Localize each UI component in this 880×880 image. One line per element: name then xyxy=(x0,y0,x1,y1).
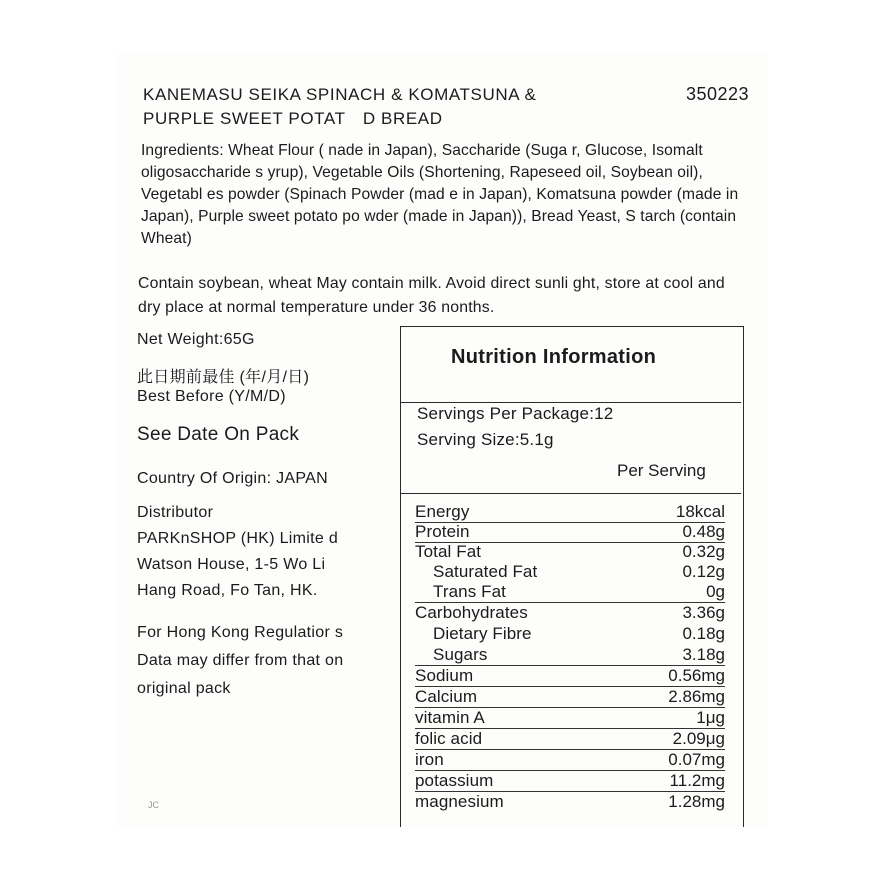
nutrition-row-calcium xyxy=(415,687,725,708)
servings-per-package: Servings Per Package:12 xyxy=(417,404,614,423)
nutrient-value: 0.32g xyxy=(682,542,725,561)
regulation-note-line1: For Hong Kong Regulatior s xyxy=(137,624,344,641)
country-of-origin: Country Of Origin: JAPAN xyxy=(137,470,328,487)
nutrient-name: folic acid xyxy=(415,729,483,748)
nutrition-title: Nutrition Information xyxy=(451,346,657,368)
ingredients-text: Ingredients: Wheat Flour ( nade in Japan), Saccharide (Suga r, Glucose, Isomalt oligosaccharide s yrup), Vegetable Oils (Shortening, Rapeseed oil, Soybean oil), Vegetabl es powder (Spinach Powder (mad e in Japan), Komatsuna powder (made in Japan), Purple sweet potato po wder (made in Japan)), Bread Yeast, S tarch (contain Wheat) xyxy=(141,142,739,247)
nutrient-value: 0.48g xyxy=(682,522,725,541)
nutrient-value: 3.18g xyxy=(682,645,725,664)
distributor-label: Distributor xyxy=(137,504,214,521)
nutrient-name: Energy xyxy=(415,502,470,521)
net-weight: Net Weight:65G xyxy=(137,331,255,348)
nutrition-row-trans-fat xyxy=(415,582,725,603)
nutrition-divider xyxy=(401,402,741,403)
nutrient-value: 0.07mg xyxy=(668,750,725,769)
per-serving-header: Per Serving xyxy=(617,461,706,480)
best-before-english: Best Before (Y/M/D) xyxy=(137,388,286,405)
regulation-note-line2: Data may differ from that on xyxy=(137,652,344,669)
nutrient-name: Sodium xyxy=(415,666,474,685)
see-date-on-pack: See Date On Pack xyxy=(137,424,300,445)
nutrition-row-protein xyxy=(415,522,725,543)
best-before-chinese: 此日期前最佳 (年/月/日) xyxy=(137,369,310,386)
nutrient-value: 1μg xyxy=(696,708,725,727)
nutrition-row-magnesium xyxy=(415,792,725,812)
nutrient-value: 0.18g xyxy=(682,624,725,643)
nutrient-value: 2.86mg xyxy=(668,687,725,706)
distributor-name: PARKnSHOP (HK) Limite d xyxy=(137,530,339,547)
nutrient-name: vitamin A xyxy=(415,708,485,727)
nutrition-row-iron xyxy=(415,750,725,771)
nutrient-name: magnesium xyxy=(415,792,504,811)
nutrition-row-energy xyxy=(415,502,725,523)
product-title: KANEMASU SEIKA SPINACH & KOMATSUNA & PURPLE SWEET POTAT D BREAD xyxy=(143,85,537,128)
nutrient-name: Sugars xyxy=(433,645,488,664)
nutrient-name: potassium xyxy=(415,771,494,790)
nutrient-value: 18kcal xyxy=(675,502,725,521)
nutrition-row-total-fat xyxy=(415,542,725,562)
nutrient-name: iron xyxy=(415,750,444,769)
regulation-note-line3: original pack xyxy=(137,680,231,697)
nutrient-value: 3.36g xyxy=(682,603,725,622)
allergen-storage-text: Contain soybean, wheat May contain milk. Avoid direct sunli ght, store at cool and dry place at normal temperature under 36 nonths. xyxy=(138,275,725,316)
nutrient-name: Carbohydrates xyxy=(415,603,528,622)
nutrient-name: Protein xyxy=(415,522,470,541)
nutrition-row-potassium xyxy=(415,771,725,792)
nutrient-value: 0.56mg xyxy=(668,666,725,685)
nutrition-row-sugars xyxy=(415,645,725,666)
nutrient-name: Calcium xyxy=(415,687,478,706)
nutrition-row-sodium xyxy=(415,666,725,687)
nutrition-row-folic-acid xyxy=(415,729,725,750)
nutrition-header-divider xyxy=(401,493,741,494)
nutrition-row-saturated-fat xyxy=(415,562,725,582)
corner-mark: JC xyxy=(148,800,159,810)
distributor-address-line2: Hang Road, Fo Tan, HK. xyxy=(137,582,318,599)
nutrient-value: 1.28mg xyxy=(668,792,725,811)
nutrient-name: Saturated Fat xyxy=(433,562,538,581)
nutrient-value: 0g xyxy=(706,582,725,601)
nutrient-value: 11.2mg xyxy=(669,771,725,790)
nutrition-row-dietary-fibre xyxy=(415,624,725,644)
batch-code: 350223 xyxy=(686,84,750,104)
nutrient-name: Trans Fat xyxy=(433,582,507,601)
nutrient-name: Dietary Fibre xyxy=(433,624,532,643)
nutrition-row-vitamin-a xyxy=(415,708,725,729)
nutrition-row-carbohydrates xyxy=(415,603,725,623)
serving-size: Serving Size:5.1g xyxy=(417,430,554,449)
nutrient-value: 2.09μg xyxy=(672,729,725,748)
nutrient-value: 0.12g xyxy=(682,562,725,581)
nutrient-name: Total Fat xyxy=(415,542,482,561)
distributor-address-line1: Watson House, 1-5 Wo Li xyxy=(137,556,326,573)
